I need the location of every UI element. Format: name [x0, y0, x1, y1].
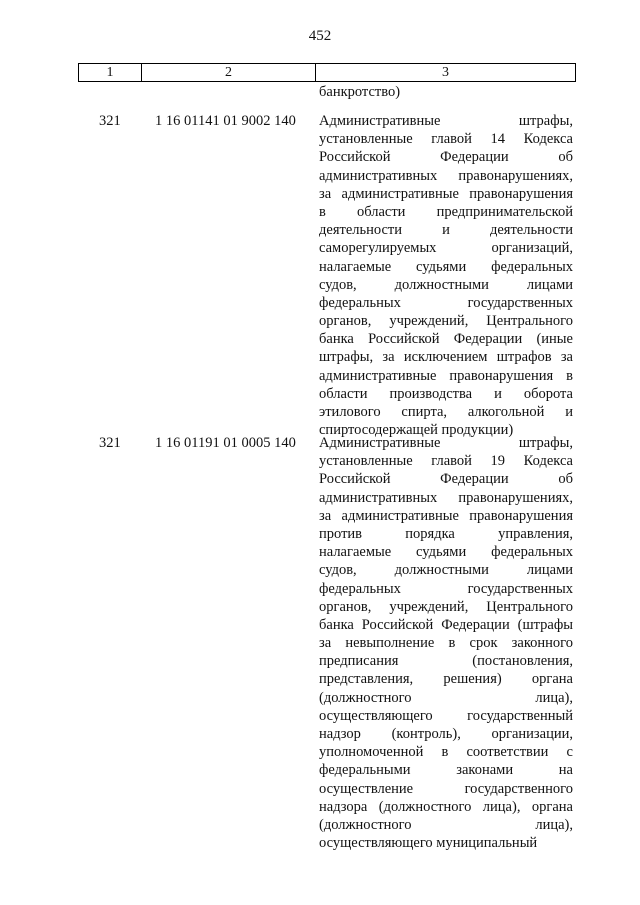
- description-line: органов, учреждений, Центрального: [319, 598, 573, 615]
- admin-code: 321: [99, 435, 121, 451]
- description-line: осуществляющего муниципальный: [319, 835, 538, 852]
- table-header: [78, 63, 576, 82]
- description-line: федеральных государственных: [319, 580, 573, 597]
- description-line: банка Российской Федерации (иные: [319, 331, 573, 348]
- description-line: уполномоченной в соответствии с: [319, 744, 573, 761]
- admin-code: 321: [99, 113, 121, 129]
- description-line: саморегулируемых организаций,: [319, 240, 573, 257]
- description-line: области производства и оборота: [319, 385, 573, 402]
- description-line: надзора (должностного лица), органа: [319, 798, 573, 815]
- description-line: против порядка управления,: [319, 525, 573, 542]
- continued-text: банкротство): [319, 84, 401, 100]
- description-line: в области предпринимательской: [319, 203, 573, 220]
- description-line: спиртосодержащей продукции): [319, 422, 514, 439]
- description-line: налагаемые судьями федеральных: [319, 258, 573, 275]
- description-line: Российской Федерации об: [319, 471, 573, 488]
- description-line: за невыполнение в срок законного: [319, 635, 573, 652]
- description-line: судов, должностными лицами: [319, 276, 573, 293]
- header-col-3: 3: [315, 64, 575, 81]
- description-line: установленные главой 14 Кодекса: [319, 131, 573, 148]
- description-line: (должностного лица),: [319, 689, 573, 706]
- description-line: осуществляющего государственный: [319, 707, 573, 724]
- description-line: этилового спирта, алкогольной и: [319, 404, 573, 420]
- description-line: судов, должностными лицами: [319, 562, 573, 579]
- description-line: предписания (постановления,: [319, 653, 573, 670]
- description-line: федеральных государственных: [319, 294, 573, 311]
- description-line: органов, учреждений, Центрального: [319, 313, 573, 330]
- description-line: Российской Федерации об: [319, 149, 573, 166]
- description-line: деятельности и деятельности: [319, 222, 573, 239]
- description-line: административных правонарушениях,: [319, 489, 573, 506]
- description-line: Административные штрафы,: [319, 435, 573, 451]
- row-description: [319, 434, 573, 852]
- description-line: административных правонарушениях,: [319, 167, 573, 184]
- description-line: за административные правонарушения: [319, 507, 573, 524]
- header-col-1: 1: [106, 65, 114, 80]
- description-line: банка Российской Федерации (штрафы: [319, 616, 573, 633]
- description-line: (должностного лица),: [319, 816, 573, 833]
- description-line: установленные главой 19 Кодекса: [319, 453, 573, 470]
- description-line: надзор (контроль), организации,: [319, 726, 573, 742]
- description-line: налагаемые судьями федеральных: [319, 544, 573, 561]
- description-line: осуществление государственного: [319, 780, 573, 797]
- header-col-2: 2: [141, 64, 315, 81]
- budget-classification-code: 1 16 01141 01 9002 140: [155, 113, 296, 129]
- row-description: [319, 112, 573, 439]
- description-line: административные правонарушения в: [319, 367, 573, 384]
- budget-classification-code: 1 16 01191 01 0005 140: [155, 435, 296, 451]
- description-line: Административные штрафы,: [319, 113, 573, 129]
- description-line: федеральными законами на: [319, 762, 573, 779]
- description-line: представления, решения) органа: [319, 671, 573, 688]
- description-line: штрафы, за исключением штрафов за: [319, 349, 573, 366]
- page-number: 452: [308, 28, 332, 44]
- description-line: за административные правонарушения: [319, 185, 573, 202]
